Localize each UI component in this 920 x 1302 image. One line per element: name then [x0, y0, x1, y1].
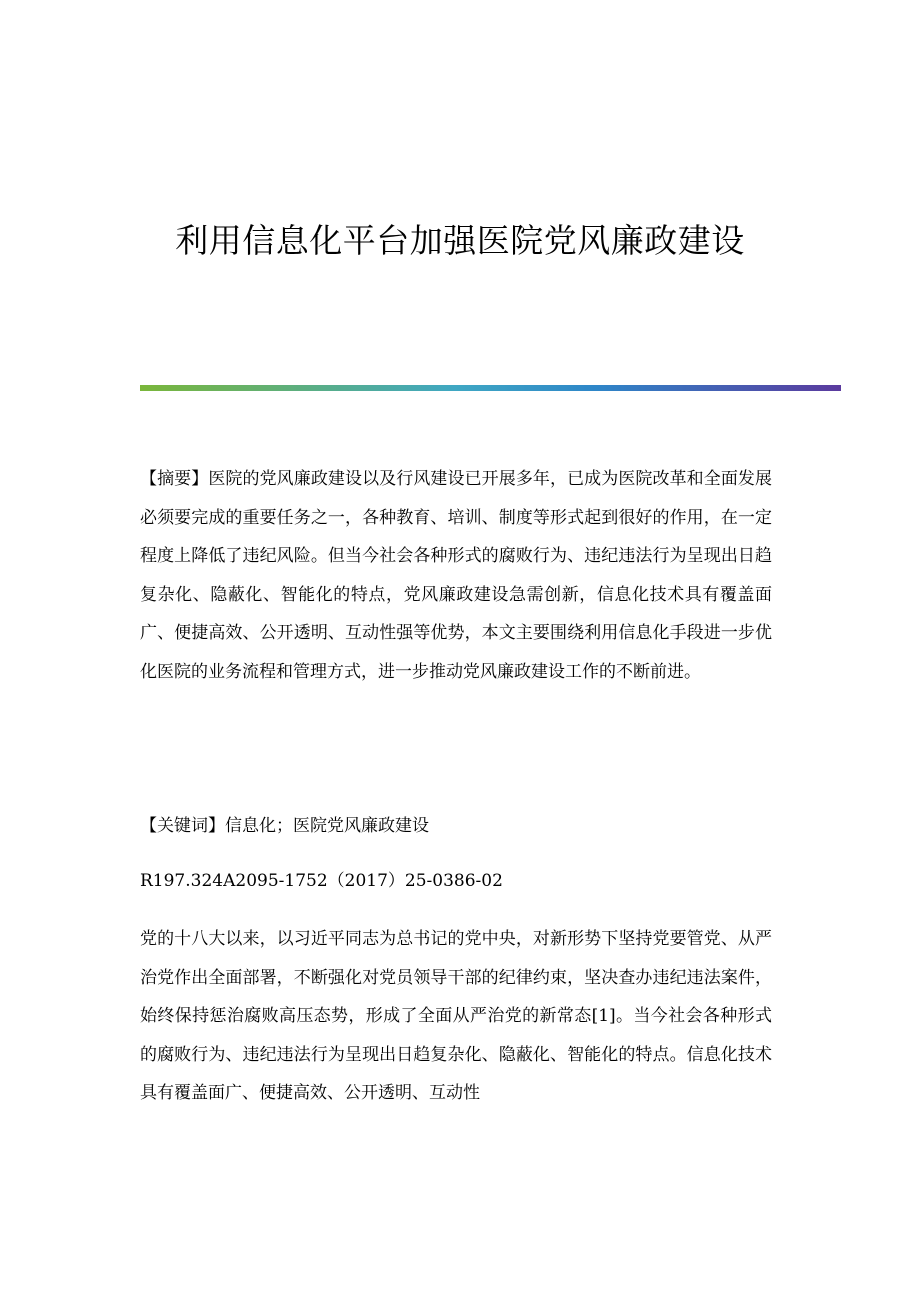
- title-gradient-rule: [140, 385, 841, 391]
- classification-code: R197.324A2095-1752（2017）25-0386-02: [140, 871, 503, 891]
- keywords-label: 【关键词】: [140, 816, 225, 836]
- page-title: 利用信息化平台加强医院党风廉政建设: [175, 221, 745, 260]
- abstract-paragraph: [140, 460, 772, 692]
- keywords-line: [140, 807, 772, 846]
- keywords-text: 信息化；医院党风廉政建设: [225, 816, 429, 836]
- abstract-label: 【摘要】: [140, 469, 209, 489]
- body-paragraph: 党的十八大以来，以习近平同志为总书记的党中央，对新形势下坚持党要管党、从严治党作出全面部署，不断强化对党员领导干部的纪律约束，坚决查办违纪违法案件，始终保持惩治腐败高压态势，形成了全面从严治党的新常态[1]。当今社会各种形式的腐败行为、违纪违法行为呈现出日趋复杂化、隐蔽化、智能化的特点。信息化技术具有覆盖面广、便捷高效、公开透明、互动性: [140, 929, 772, 1104]
- abstract-text: 医院的党风廉政建设以及行风建设已开展多年，已成为医院改革和全面发展必须要完成的重要任务之一，各种教育、培训、制度等形式起到很好的作用，在一定程度上降低了违纪风险。但当今社会各种形式的腐败行为、违纪违法行为呈现出日趋复杂化、隐蔽化、智能化的特点，党风廉政建设急需创新，信息化技术具有覆盖面广、便捷高效、公开透明、互动性强等优势，本文主要围绕利用信息化手段进一步优化医院的业务流程和管理方式，进一步推动党风廉政建设工作的不断前进。: [140, 469, 772, 682]
